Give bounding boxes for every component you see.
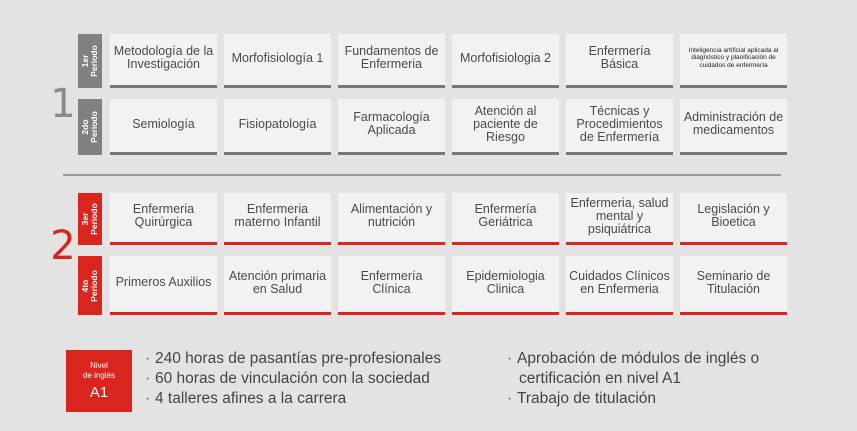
course-cell: Fundamentos de Enfermeria [338,34,445,88]
period-tag-2 [78,99,102,155]
course-cell: Fisiopatología [224,99,331,155]
period-tag-3 [78,193,102,245]
period-tag-1-line1: 1er [80,54,90,68]
bullet-icon: · [145,350,151,367]
english-level-label-1: Nivel [90,360,108,370]
period-1-courses [110,34,787,88]
year-2-number: 2 [50,223,76,269]
course-cell: Epidemiologia Clinica [452,256,559,315]
bullet-icon: · [145,370,151,387]
course-cell: Enfermeria materno Infantil [224,193,331,245]
period-4-courses [110,256,787,315]
period-tag-4-line2: Periodo [89,269,99,302]
bullet-icon: · [145,390,151,407]
period-tag-2-line2: Periodo [89,111,99,143]
course-cell: Seminario de Titulación [680,256,787,315]
period-tag-1-line2: Periodo [89,45,99,77]
period-tag-3-line2: Periodo [89,203,99,235]
period-tag-3-line1: 3er [80,212,90,226]
period-2-courses [110,99,787,155]
list-item-continuation: certificación en nivel A1 [519,370,681,387]
requirements-list-right [507,349,759,409]
course-cell: Inteligencia artificial aplicada al diagnóstico y planificación de cuidados de enfermería [680,34,787,88]
english-level-label-2: de inglés [82,370,116,380]
list-item: · 240 horas de pasantías pre-profesionales [145,350,442,367]
course-cell: Farmacología Aplicada [338,99,445,155]
course-cell: Primeros Auxilios [110,256,217,315]
course-cell: Administración de medicamentos [680,99,787,155]
list-item: · 60 horas de vinculación con la sociedad [145,370,430,387]
course-cell: Enfermería Básica [566,34,673,88]
course-cell: Semiología [110,99,217,155]
english-level-value: A1 [89,383,109,401]
list-item: · Aprobación de módulos de inglés o [507,350,760,367]
period-tag-4 [78,256,102,315]
list-item: · Trabajo de titulación [507,390,657,407]
bullet-icon: · [507,390,513,407]
course-cell: Alimentación y nutrición [338,193,445,245]
requirements-list-left [145,349,441,409]
course-cell: Enfermeria Quirúrgica [110,193,217,245]
course-cell: Morfofisiología 1 [224,34,331,88]
list-item: · 4 talleres afines a la carrera [145,390,347,407]
course-cell: Enfermería Clínica [338,256,445,315]
period-tag-1 [78,34,102,88]
course-cell: Morfofisiologia 2 [452,34,559,88]
course-cell: Cuidados Clínicos en Enfermeria [566,256,673,315]
course-cell: Técnicas y Procedimientos de Enfermería [566,99,673,155]
course-cell: Enfermería Geriátrica [452,193,559,245]
year-divider [63,174,781,176]
english-level-badge [66,350,132,412]
period-tag-4-line1: 4to [80,279,90,292]
year-1-number: 1 [50,81,76,127]
course-cell: Enfermeria, salud mental y psiquiátrica [566,193,673,245]
course-cell: Metodología de la Investigación [110,34,217,88]
course-cell: Legislación y Bioetica [680,193,787,245]
period-tag-2-line1: 2do [80,119,90,135]
course-cell: Atención primaria en Salud [224,256,331,315]
bullet-icon: · [507,350,513,367]
course-cell: Atención al paciente de Riesgo [452,99,559,155]
period-3-courses [110,193,787,245]
